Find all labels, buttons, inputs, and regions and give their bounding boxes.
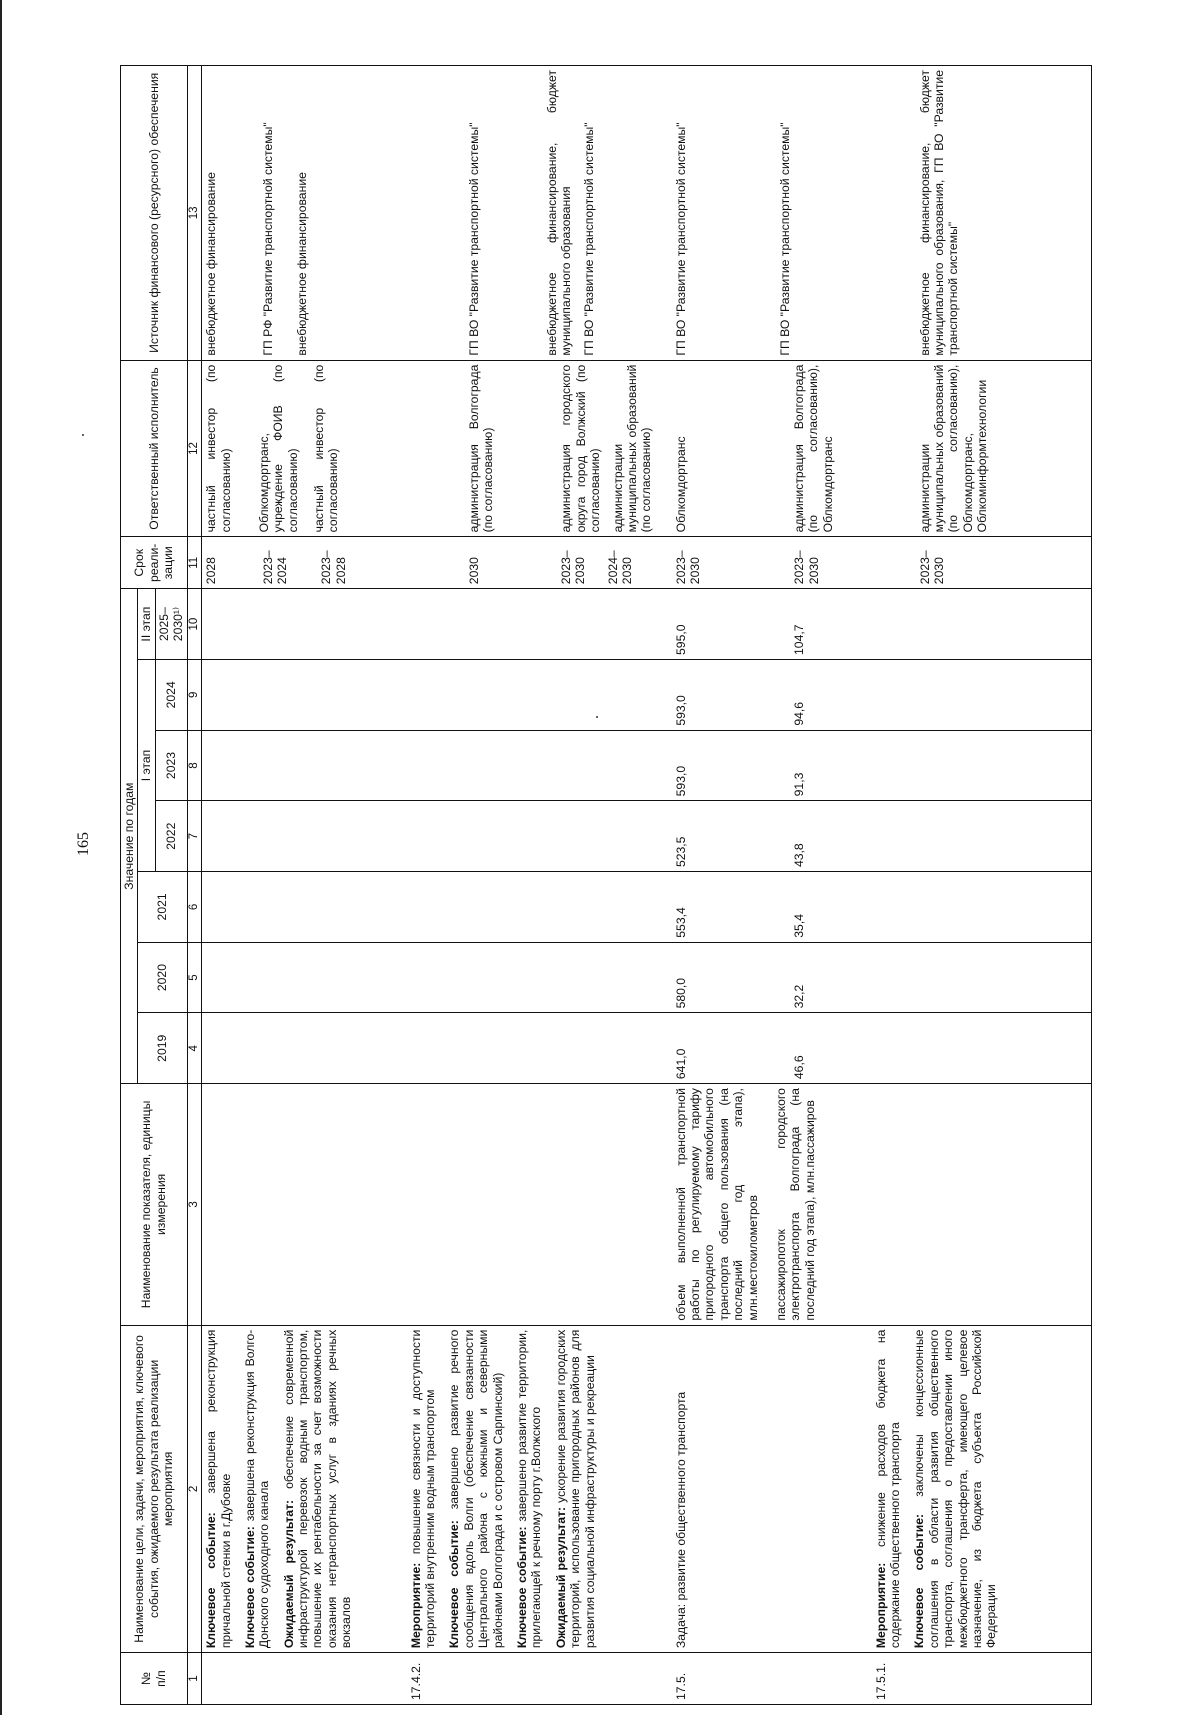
col-number: 11 [187,537,202,589]
item-label: Ожидаемый результат: [281,1499,296,1649]
row-num: 17.5.1. [872,1653,1092,1705]
expected-result [554,1330,597,1649]
term: 2030 [466,557,481,585]
term: 2028 [204,557,219,585]
item-text: развитие общественного транспорта [673,1391,688,1604]
source-cell [407,66,672,361]
col-number: 7 [187,801,202,872]
executor-cell [407,360,672,537]
value-2019: 641,0 46,6 [672,1013,872,1084]
header-stage-2: II этап [138,589,155,660]
row-num: 17.5. [672,1653,872,1705]
source: внебюджетное финансирование, бюджет муниципального образования, ГП ВО "Развитие транспортной системы" [917,70,961,356]
value-2023: 593,0 91,3 [672,730,872,801]
item-label: Мероприятие: [408,1562,423,1649]
row-num: 17.4.2. [407,1653,672,1705]
col-number: 3 [187,1084,202,1326]
value-2025-2030: 595,0 104,7 [672,589,872,660]
item-text: повышение связности и доступности территорий внутренним водным транспортом [408,1329,438,1649]
item-label: Ожидаемый результат: [553,1506,568,1649]
header-year-2019: 2019 [138,1013,187,1084]
header-num: № п/п [121,1653,188,1705]
header-year-2022: 2022 [155,801,187,872]
executor-cell [202,360,407,537]
header-indicator: Наименование показателя, единицы измерения [121,1084,188,1326]
source-cell [872,66,1092,361]
source-cell [202,66,407,361]
header-stage-1: I этап [138,659,155,871]
activity [874,1330,903,1649]
term-cell [407,537,672,589]
executor-cell [672,360,872,537]
expected-result [282,1330,354,1649]
term: 2024–2030 [605,550,635,585]
term-cell [202,537,407,589]
value-2020: 580,0 32,2 [672,942,872,1013]
item-label: Ключевое событие: [242,1526,257,1649]
indicator-name: пассажиропоток городского электротранспорта Волгограда (на последний год этапа), млн.пассажиров [773,1088,817,1321]
term-cell [872,537,1092,589]
executor: администрация Волгограда (по согласованию), Облкомдортранс [792,364,835,533]
key-event [912,1330,998,1649]
term-cell [672,537,872,589]
table-header [121,66,202,1705]
item-label: Ключевое событие: [447,1520,462,1649]
executor: Облкомдортранс [673,436,688,533]
source: ГП ВО "Развитие транспортной системы" [673,122,688,356]
term: 2023–2028 [319,550,348,585]
source: ГП ВО "Развитие транспортной системы" [466,122,481,356]
table-row [872,66,1092,1705]
item-label: Ключевое событие: [514,1526,529,1649]
item-label: Мероприятие: [873,1562,888,1649]
indicator-cell [872,1084,1092,1326]
table-row [202,66,407,1705]
key-event [204,1330,233,1649]
col-number: 8 [187,730,202,801]
item-text: ускорение развития городских территорий, использование пригородных районов для развития социальной инфраструктуры и рекреации [553,1329,597,1649]
term: 2023–2024 [260,550,289,585]
source: внебюджетное финансирование [204,172,219,356]
item-label: Задача: [673,1603,688,1649]
scan-speck [82,434,84,436]
executor: администрация Волгограда (по согласованию) [466,364,496,533]
row-name-cell [407,1325,672,1653]
col-number: 5 [187,942,202,1013]
item-text: завершена реконструкция Волго-Донского судоходного канала [242,1329,272,1649]
indicator-name: объем выполненной транспортной работы по регулируемому тарифу пригородного автомобильного транспорта общего пользования (на последний год этапа), млн.местокилометров [673,1088,760,1321]
table-row [672,66,872,1705]
header-year-2020: 2020 [138,942,187,1013]
executor: администрации муниципальных образований (по согласованию) [610,364,654,533]
source: внебюджетное финансирование [294,172,309,356]
item-text: снижение расходов бюджета на содержание общественного транспорта [873,1329,903,1649]
indicator-table [120,65,1092,1705]
term: 2023–2030 [559,550,588,585]
col-number: 12 [187,360,202,537]
source-cell [672,66,872,361]
col-number: 2 [187,1325,202,1653]
source: внебюджетное финансирование, бюджет муниципального образования [545,70,574,356]
executor: частный инвестор (по согласованию) [312,364,341,533]
program-table [120,65,1130,1705]
table-row [407,66,672,1705]
executor: администрации муниципальных образований (по согласованию), Облкомдортранс, Облкоминформтехнологии [917,364,990,533]
indicator-cell [407,1084,672,1326]
key-event [515,1330,544,1649]
term: 2023–2030 [792,550,821,585]
header-year-2021: 2021 [138,872,187,943]
header-executor: Ответственный исполнитель [121,360,188,537]
col-number: 13 [187,66,202,361]
item-label: Ключевое событие: [204,1512,219,1649]
value-2021: 553,4 35,4 [672,872,872,943]
header-name: Наименование цели, задачи, мероприятия, ключевого события, ожидаемого результата реализации мероприятия [121,1325,188,1653]
activity [409,1330,438,1649]
item-label: Ключевое событие: [912,1513,927,1649]
indicator-cell [672,1084,872,1326]
task [674,1330,688,1649]
item-text: завершена реконструкция причальной стенки в г.Дубовке [204,1329,233,1649]
scan-edge [0,0,2,1715]
row-num [202,1653,407,1705]
col-number: 9 [187,659,202,730]
col-number: 10 [187,589,202,660]
source: ГП РФ "Развитие транспортной системы" [260,122,275,356]
header-values-group: Значение по годам [121,589,138,1084]
row-name-cell [872,1325,1092,1653]
header-year-2024: 2024 [155,659,187,730]
item-text: завершено развитие территории, прилегающей к речному порту г.Волжского [514,1329,544,1649]
page-number: 165 [75,832,92,856]
term: 2023–2030 [673,550,703,585]
indicator-cell [202,1084,407,1326]
col-number: 4 [187,1013,202,1084]
source: ГП ВО "Развитие транспортной системы" [778,122,793,356]
executor: частный инвестор (по согласованию) [204,364,233,533]
header-source: Источник финансового (ресурсного) обеспечения [121,66,188,361]
row-name-cell [672,1325,872,1653]
col-number: 6 [187,872,202,943]
value-2024: 593,0 94,6 [672,659,872,730]
column-number-row [187,66,202,1705]
item-text: завершено развитие речного сообщения вдоль Волги (обеспечение связанности Центрального района с южными и северными районами Волгограда и с островом Сарпинский) [447,1329,505,1649]
header-term: Срок реали-зации [121,537,188,589]
header-year-2025-2030: 2025–2030¹⁾ [155,589,187,660]
key-event [243,1330,272,1649]
row-name-cell [202,1325,407,1653]
source: ГП ВО "Развитие транспортной системы" [581,122,596,356]
col-number: 1 [187,1653,202,1705]
executor: Облкомдортранс, учреждение ФОИВ (по согласованию) [256,364,300,533]
item-text: обеспечение современной инфраструктурой перевозок водным транспортом, повышение их рентабельности за счет возможности оказания нетранспортных услуг в зданиях речных вокзалов [281,1329,354,1649]
value-2022: 523,5 43,8 [672,801,872,872]
executor: администрация городского округа город Волжский (по согласованию) [559,364,603,533]
executor-cell [872,360,1092,537]
term: 2023–2030 [917,550,947,585]
header-year-2023: 2023 [155,730,187,801]
key-event [447,1330,505,1649]
item-text: заключены концессионные соглашения в области развития общественного транспорта, соглашения о предоставлении иного межбюджетного трансферта, имеющего целевое назначение, из бюджета субъекта Российской Федерации [912,1329,999,1649]
